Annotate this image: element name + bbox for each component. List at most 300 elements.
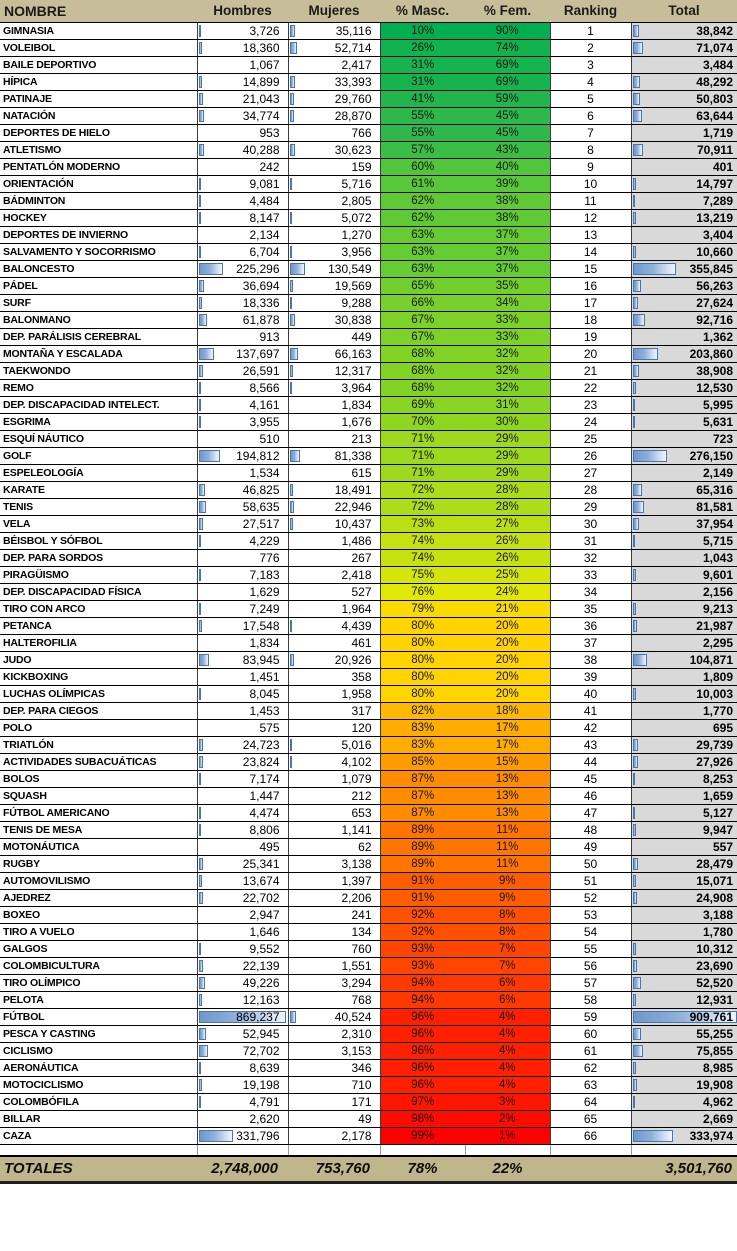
sport-name: COLOMBICULTURA xyxy=(0,957,197,974)
table-row xyxy=(0,906,737,923)
ranking-cell: 11 xyxy=(550,192,631,209)
pct-masc-cell: 96% xyxy=(380,1076,465,1093)
hombres-cell: 58,635 xyxy=(197,498,288,515)
pct-masc-cell: 83% xyxy=(380,736,465,753)
pct-fem-cell: 7% xyxy=(465,957,550,974)
total-cell: 1,362 xyxy=(631,328,737,345)
sport-name: ESGRIMA xyxy=(0,413,197,430)
total-cell: 104,871 xyxy=(631,651,737,668)
table-row xyxy=(0,1025,737,1042)
data-bar xyxy=(633,263,676,275)
hombres-cell: 3,955 xyxy=(197,413,288,430)
pct-fem-cell: 9% xyxy=(465,872,550,889)
ranking-cell: 18 xyxy=(550,311,631,328)
table-row xyxy=(0,141,737,158)
total-cell: 71,074 xyxy=(631,39,737,56)
data-bar xyxy=(633,484,643,496)
column-header-nombre: NOMBRE xyxy=(0,0,197,22)
pct-fem-cell: 59% xyxy=(465,90,550,107)
ranking-cell: 4 xyxy=(550,73,631,90)
total-cell: 7,289 xyxy=(631,192,737,209)
column-header-pct-masc: % Masc. xyxy=(380,0,465,22)
pct-fem-cell: 13% xyxy=(465,770,550,787)
pct-fem-cell: 38% xyxy=(465,209,550,226)
hombres-cell: 14,899 xyxy=(197,73,288,90)
sport-name: MONTAÑA Y ESCALADA xyxy=(0,345,197,362)
pct-fem-cell: 20% xyxy=(465,668,550,685)
ranking-cell: 20 xyxy=(550,345,631,362)
hombres-cell: 4,484 xyxy=(197,192,288,209)
data-bar xyxy=(633,297,638,309)
pct-masc-cell: 74% xyxy=(380,549,465,566)
total-cell: 557 xyxy=(631,838,737,855)
ranking-cell: 61 xyxy=(550,1042,631,1059)
ranking-cell: 64 xyxy=(550,1093,631,1110)
data-bar xyxy=(199,76,202,88)
data-bar xyxy=(199,246,202,258)
pct-masc-cell: 80% xyxy=(380,634,465,651)
pct-fem-cell: 37% xyxy=(465,243,550,260)
mujeres-cell: 2,178 xyxy=(288,1127,380,1144)
data-bar xyxy=(633,943,636,955)
ranking-cell: 40 xyxy=(550,685,631,702)
pct-fem-cell: 29% xyxy=(465,464,550,481)
data-bar xyxy=(199,25,201,37)
data-bar xyxy=(290,93,295,105)
mujeres-cell: 5,716 xyxy=(288,175,380,192)
hombres-cell: 8,566 xyxy=(197,379,288,396)
data-bar xyxy=(633,858,638,870)
mujeres-cell: 12,317 xyxy=(288,362,380,379)
hombres-cell: 40,288 xyxy=(197,141,288,158)
column-header-mujeres: Mujeres xyxy=(288,0,380,22)
total-cell: 28,479 xyxy=(631,855,737,872)
hombres-cell: 3,726 xyxy=(197,22,288,39)
mujeres-cell: 2,805 xyxy=(288,192,380,209)
sport-name: TIRO A VUELO xyxy=(0,923,197,940)
mujeres-cell: 4,102 xyxy=(288,753,380,770)
total-cell: 65,316 xyxy=(631,481,737,498)
total-cell: 5,127 xyxy=(631,804,737,821)
data-bar xyxy=(199,280,205,292)
data-bar xyxy=(290,518,293,530)
sport-name: GIMNASIA xyxy=(0,22,197,39)
total-cell: 14,797 xyxy=(631,175,737,192)
pct-fem-cell: 45% xyxy=(465,107,550,124)
total-cell: 38,908 xyxy=(631,362,737,379)
mujeres-cell: 760 xyxy=(288,940,380,957)
sport-name: RUGBY xyxy=(0,855,197,872)
pct-masc-cell: 10% xyxy=(380,22,465,39)
table-row xyxy=(0,515,737,532)
sport-name: TRIATLÓN xyxy=(0,736,197,753)
hombres-cell: 27,517 xyxy=(197,515,288,532)
data-bar xyxy=(199,365,204,377)
sport-name: NATACIÓN xyxy=(0,107,197,124)
pct-masc-cell: 93% xyxy=(380,940,465,957)
data-bar xyxy=(290,1011,296,1023)
hombres-cell: 137,697 xyxy=(197,345,288,362)
mujeres-cell: 241 xyxy=(288,906,380,923)
pct-masc-cell: 71% xyxy=(380,447,465,464)
pct-masc-cell: 80% xyxy=(380,685,465,702)
total-cell: 8,985 xyxy=(631,1059,737,1076)
data-bar xyxy=(633,1028,641,1040)
pct-masc-cell: 63% xyxy=(380,243,465,260)
mujeres-cell: 1,834 xyxy=(288,396,380,413)
table-row xyxy=(0,175,737,192)
pct-fem-cell: 18% xyxy=(465,702,550,719)
total-cell: 15,071 xyxy=(631,872,737,889)
pct-masc-cell: 62% xyxy=(380,192,465,209)
sport-name: PETANCA xyxy=(0,617,197,634)
sport-name: COLOMBÓFILA xyxy=(0,1093,197,1110)
hombres-cell: 2,134 xyxy=(197,226,288,243)
data-bar xyxy=(199,348,215,360)
data-bar xyxy=(633,382,636,394)
ranking-cell: 55 xyxy=(550,940,631,957)
data-bar xyxy=(633,977,641,989)
hombres-cell: 1,447 xyxy=(197,787,288,804)
mujeres-cell: 461 xyxy=(288,634,380,651)
pct-fem-cell: 17% xyxy=(465,719,550,736)
ranking-cell: 23 xyxy=(550,396,631,413)
pct-masc-cell: 67% xyxy=(380,328,465,345)
hombres-cell: 4,161 xyxy=(197,396,288,413)
hombres-cell: 46,825 xyxy=(197,481,288,498)
data-bar xyxy=(199,688,202,700)
pct-fem-cell: 4% xyxy=(465,1008,550,1025)
hombres-cell: 8,147 xyxy=(197,209,288,226)
hombres-cell: 23,824 xyxy=(197,753,288,770)
pct-masc-cell: 96% xyxy=(380,1042,465,1059)
ranking-cell: 12 xyxy=(550,209,631,226)
hombres-cell: 25,341 xyxy=(197,855,288,872)
table-row xyxy=(0,192,737,209)
sport-name: PATINAJE xyxy=(0,90,197,107)
sport-name: CICLISMO xyxy=(0,1042,197,1059)
table-row xyxy=(0,991,737,1008)
pct-fem-cell: 28% xyxy=(465,498,550,515)
table-row xyxy=(0,787,737,804)
hombres-cell: 2,947 xyxy=(197,906,288,923)
mujeres-cell: 120 xyxy=(288,719,380,736)
table-row xyxy=(0,243,737,260)
mujeres-cell: 81,338 xyxy=(288,447,380,464)
pct-masc-cell: 68% xyxy=(380,362,465,379)
sport-name: DEPORTES DE INVIERNO xyxy=(0,226,197,243)
sport-name: CAZA xyxy=(0,1127,197,1144)
table-row xyxy=(0,685,737,702)
table-row xyxy=(0,651,737,668)
pct-fem-cell: 11% xyxy=(465,821,550,838)
ranking-cell: 3 xyxy=(550,56,631,73)
sport-name: GALGOS xyxy=(0,940,197,957)
total-cell: 21,987 xyxy=(631,617,737,634)
table-row xyxy=(0,804,737,821)
mujeres-cell: 5,072 xyxy=(288,209,380,226)
data-bar xyxy=(199,297,203,309)
ranking-cell: 57 xyxy=(550,974,631,991)
table-row xyxy=(0,1093,737,1110)
total-cell: 4,962 xyxy=(631,1093,737,1110)
total-cell: 2,149 xyxy=(631,464,737,481)
table-row xyxy=(0,1008,737,1025)
hombres-cell: 869,237 xyxy=(197,1008,288,1025)
hombres-cell: 13,674 xyxy=(197,872,288,889)
pct-masc-cell: 73% xyxy=(380,515,465,532)
table-row xyxy=(0,73,737,90)
column-header-total: Total xyxy=(631,0,737,22)
pct-fem-cell: 28% xyxy=(465,481,550,498)
total-cell: 19,908 xyxy=(631,1076,737,1093)
total-cell: 13,219 xyxy=(631,209,737,226)
pct-masc-cell: 75% xyxy=(380,566,465,583)
ranking-cell: 58 xyxy=(550,991,631,1008)
table-body xyxy=(0,22,737,1144)
mujeres-cell: 1,964 xyxy=(288,600,380,617)
sport-name: DEPORTES DE HIELO xyxy=(0,124,197,141)
total-cell: 81,581 xyxy=(631,498,737,515)
data-bar xyxy=(633,960,638,972)
total-cell: 3,404 xyxy=(631,226,737,243)
data-bar xyxy=(199,756,203,768)
pct-masc-cell: 71% xyxy=(380,430,465,447)
data-bar xyxy=(633,246,636,258)
header-row xyxy=(0,0,737,22)
total-cell: 12,530 xyxy=(631,379,737,396)
data-bar xyxy=(633,620,638,632)
pct-fem-cell: 6% xyxy=(465,991,550,1008)
hombres-cell: 1,451 xyxy=(197,668,288,685)
table-row xyxy=(0,56,737,73)
pct-masc-cell: 68% xyxy=(380,345,465,362)
pct-masc-cell: 87% xyxy=(380,787,465,804)
pct-masc-cell: 94% xyxy=(380,974,465,991)
sport-name: KARATE xyxy=(0,481,197,498)
table-row xyxy=(0,1076,737,1093)
hombres-cell: 61,878 xyxy=(197,311,288,328)
total-cell: 10,312 xyxy=(631,940,737,957)
mujeres-cell: 710 xyxy=(288,1076,380,1093)
mujeres-cell: 3,138 xyxy=(288,855,380,872)
table-row xyxy=(0,957,737,974)
pct-fem-cell: 33% xyxy=(465,311,550,328)
ranking-cell: 36 xyxy=(550,617,631,634)
sport-name: AUTOMOVILISMO xyxy=(0,872,197,889)
sport-name: AJEDREZ xyxy=(0,889,197,906)
pct-fem-cell: 20% xyxy=(465,634,550,651)
data-bar xyxy=(199,1045,208,1057)
total-cell: 1,719 xyxy=(631,124,737,141)
ranking-cell: 25 xyxy=(550,430,631,447)
ranking-cell: 48 xyxy=(550,821,631,838)
data-bar xyxy=(199,518,204,530)
sport-name: MOTOCICLISMO xyxy=(0,1076,197,1093)
total-cell: 29,739 xyxy=(631,736,737,753)
ranking-cell: 29 xyxy=(550,498,631,515)
table-row xyxy=(0,872,737,889)
table-row xyxy=(0,345,737,362)
pct-masc-cell: 91% xyxy=(380,889,465,906)
pct-masc-cell: 89% xyxy=(380,855,465,872)
total-cell: 5,715 xyxy=(631,532,737,549)
mujeres-cell: 2,310 xyxy=(288,1025,380,1042)
sport-name: PÁDEL xyxy=(0,277,197,294)
pct-masc-cell: 98% xyxy=(380,1110,465,1127)
pct-masc-cell: 96% xyxy=(380,1059,465,1076)
pct-masc-cell: 80% xyxy=(380,668,465,685)
data-bar xyxy=(290,246,292,258)
data-bar xyxy=(199,195,201,207)
pct-masc-cell: 69% xyxy=(380,396,465,413)
ranking-cell: 27 xyxy=(550,464,631,481)
data-bar xyxy=(633,450,667,462)
total-cell: 12,931 xyxy=(631,991,737,1008)
table-row xyxy=(0,855,737,872)
ranking-cell: 33 xyxy=(550,566,631,583)
data-bar xyxy=(199,416,201,428)
table-row xyxy=(0,1127,737,1144)
sport-name: FÚTBOL AMERICANO xyxy=(0,804,197,821)
sport-name: TAEKWONDO xyxy=(0,362,197,379)
hombres-cell: 953 xyxy=(197,124,288,141)
pct-fem-cell: 37% xyxy=(465,226,550,243)
sport-name: BALONMANO xyxy=(0,311,197,328)
sport-name: DEP. PARA CIEGOS xyxy=(0,702,197,719)
mujeres-cell: 40,524 xyxy=(288,1008,380,1025)
table-row xyxy=(0,294,737,311)
pct-masc-cell: 41% xyxy=(380,90,465,107)
table-row xyxy=(0,566,737,583)
sport-name: VOLEIBOL xyxy=(0,39,197,56)
table-row xyxy=(0,889,737,906)
ranking-cell: 24 xyxy=(550,413,631,430)
data-bar xyxy=(633,1079,637,1091)
pct-fem-cell: 40% xyxy=(465,158,550,175)
total-cell: 56,263 xyxy=(631,277,737,294)
pct-masc-cell: 83% xyxy=(380,719,465,736)
pct-fem-cell: 45% xyxy=(465,124,550,141)
table-row xyxy=(0,39,737,56)
data-bar xyxy=(199,382,202,394)
pct-fem-cell: 11% xyxy=(465,855,550,872)
sport-name: TENIS xyxy=(0,498,197,515)
table-row xyxy=(0,209,737,226)
pct-fem-cell: 4% xyxy=(465,1059,550,1076)
total-cell: 63,644 xyxy=(631,107,737,124)
pct-masc-cell: 55% xyxy=(380,124,465,141)
hombres-cell: 49,226 xyxy=(197,974,288,991)
totals-ranking xyxy=(550,1156,631,1182)
total-cell: 27,624 xyxy=(631,294,737,311)
data-bar xyxy=(633,314,646,326)
mujeres-cell: 213 xyxy=(288,430,380,447)
hombres-cell: 8,806 xyxy=(197,821,288,838)
data-bar xyxy=(290,42,297,54)
sport-name: DEP. DISCAPACIDAD FÍSICA xyxy=(0,583,197,600)
hombres-cell: 7,174 xyxy=(197,770,288,787)
sport-name: BOXEO xyxy=(0,906,197,923)
pct-fem-cell: 26% xyxy=(465,532,550,549)
table-row xyxy=(0,634,737,651)
mujeres-cell: 29,760 xyxy=(288,90,380,107)
total-cell: 75,855 xyxy=(631,1042,737,1059)
pct-masc-cell: 92% xyxy=(380,923,465,940)
data-bar xyxy=(633,603,636,615)
sport-name: ESQUÍ NÁUTICO xyxy=(0,430,197,447)
mujeres-cell: 653 xyxy=(288,804,380,821)
data-bar xyxy=(290,144,295,156)
pct-masc-cell: 91% xyxy=(380,872,465,889)
table-row xyxy=(0,226,737,243)
table-row xyxy=(0,1059,737,1076)
pct-masc-cell: 85% xyxy=(380,753,465,770)
pct-masc-cell: 87% xyxy=(380,770,465,787)
hombres-cell: 1,067 xyxy=(197,56,288,73)
pct-masc-cell: 89% xyxy=(380,821,465,838)
sport-name: REMO xyxy=(0,379,197,396)
ranking-cell: 41 xyxy=(550,702,631,719)
mujeres-cell: 1,397 xyxy=(288,872,380,889)
ranking-cell: 35 xyxy=(550,600,631,617)
table-row xyxy=(0,328,737,345)
table-row xyxy=(0,736,737,753)
total-cell: 10,660 xyxy=(631,243,737,260)
pct-fem-cell: 32% xyxy=(465,345,550,362)
pct-fem-cell: 2% xyxy=(465,1110,550,1127)
hombres-cell: 22,702 xyxy=(197,889,288,906)
table-row xyxy=(0,1110,737,1127)
mujeres-cell: 35,116 xyxy=(288,22,380,39)
data-bar xyxy=(633,25,640,37)
data-bar xyxy=(290,297,293,309)
mujeres-cell: 449 xyxy=(288,328,380,345)
table-row xyxy=(0,430,737,447)
table-row xyxy=(0,549,737,566)
total-cell: 401 xyxy=(631,158,737,175)
ranking-cell: 34 xyxy=(550,583,631,600)
mujeres-cell: 3,956 xyxy=(288,243,380,260)
total-cell: 38,842 xyxy=(631,22,737,39)
mujeres-cell: 4,439 xyxy=(288,617,380,634)
total-cell: 2,295 xyxy=(631,634,737,651)
pct-fem-cell: 13% xyxy=(465,804,550,821)
hombres-cell: 194,812 xyxy=(197,447,288,464)
data-bar xyxy=(633,739,638,751)
mujeres-cell: 5,016 xyxy=(288,736,380,753)
pct-masc-cell: 94% xyxy=(380,991,465,1008)
pct-fem-cell: 39% xyxy=(465,175,550,192)
total-cell: 1,770 xyxy=(631,702,737,719)
total-cell: 203,860 xyxy=(631,345,737,362)
hombres-cell: 8,639 xyxy=(197,1059,288,1076)
data-bar xyxy=(633,875,637,887)
data-bar xyxy=(633,1130,674,1142)
pct-masc-cell: 80% xyxy=(380,651,465,668)
totals-pct-fem: 22% xyxy=(465,1156,550,1182)
ranking-cell: 14 xyxy=(550,243,631,260)
totals-label: TOTALES xyxy=(0,1156,197,1182)
pct-fem-cell: 20% xyxy=(465,617,550,634)
ranking-cell: 39 xyxy=(550,668,631,685)
data-bar xyxy=(199,450,220,462)
pct-fem-cell: 69% xyxy=(465,56,550,73)
column-header-pct-fem: % Fem. xyxy=(465,0,550,22)
pct-fem-cell: 29% xyxy=(465,447,550,464)
data-bar xyxy=(199,654,209,666)
table-row xyxy=(0,668,737,685)
